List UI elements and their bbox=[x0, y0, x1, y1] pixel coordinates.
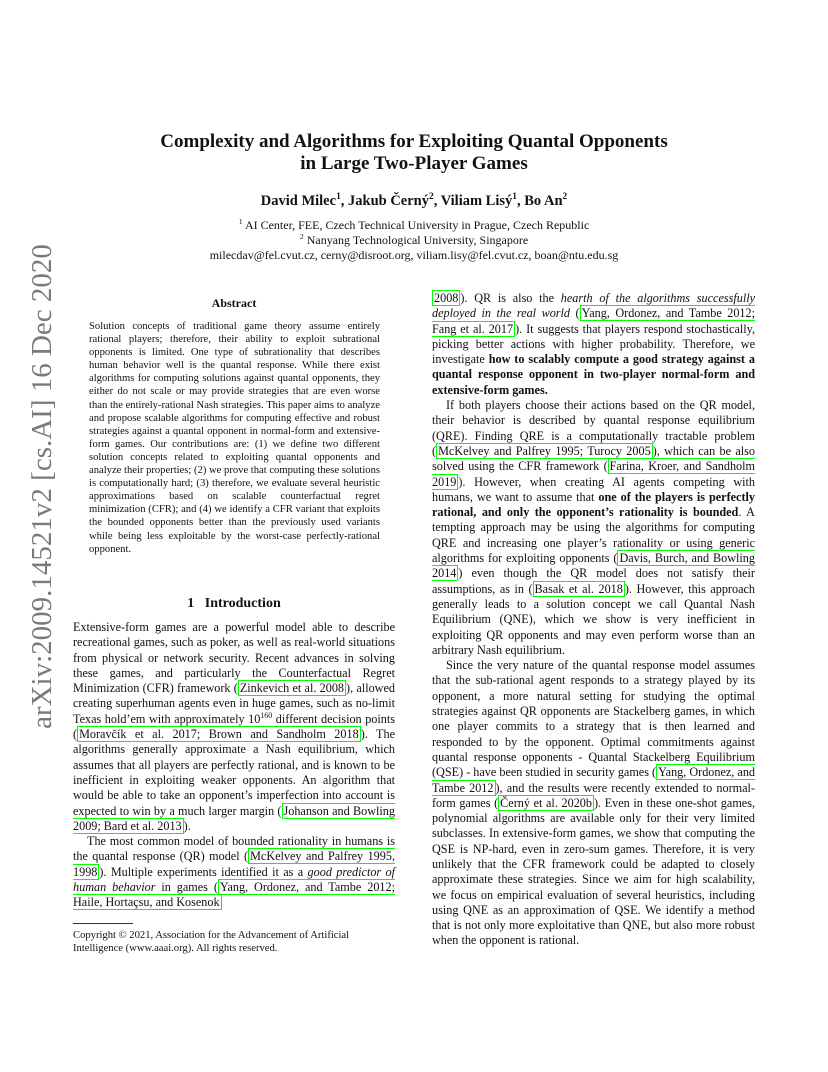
citation-link[interactable]: Yang, Ordonez, and Tambe 2012 bbox=[432, 765, 756, 795]
citation-link[interactable]: Davis, Burch, and Bowling 2014 bbox=[432, 551, 755, 581]
copyright-notice: Copyright © 2021, Association for the Advancement of Artificial Intelligence (www.aaai.org). All rights reserved. bbox=[73, 930, 350, 954]
author-list: David Milec$^1$, Jakub Černý$^2$, Viliam Lisý$^1$, Bo An$^2$ bbox=[260, 192, 568, 209]
intro-paragraph-1: Extensive-form games are a powerful model able to describe recreational games, such as poker, as well as real-world situations from physical or network security. Recent advances in solving these games, and particularly the Counterfactual Regret Minimization (CFR) framework ( Zinkevich et al. 2008 ), allowed creating superhuman agents even in huge games, such as no-limit Texas hold’em with approximately $10^{160}$ different decision points ( Moravčík et al. 2017; Brown and Sandholm 2018 ). The algorithms generally approximate a Nash equilibrium, which assumes that all players are perfectly rational, and is known to be inefficient in exploiting weaker opponents. An algorithm that would be able to take an opponent’s imperfection into account is expected to win by a much larger margin ( Johanson and Bowling 2009; Bard et al. 2013 ). bbox=[73, 620, 395, 833]
right-paragraph-3: Since the very nature of the quantal response model assumes that the sub-rational agent responds to a strategy played by its opponent, a more natural setting for studying the optimal strategies against QR opponents are Stackelberg games, in which one player commits to a strategy that is then learned and responded to by the opponent. Optimal commitments against quantal response opponents - Quantal Stackelberg Equilibrium (QSE) - have been studied in security games ( Yang, Ordonez, and Tambe 2012 ), and the results were recently extended to normal-form games ( Černý et al. 2020b ). Even in these one-shot games, polynomial algorithms are available only for their very limited subclasses. In extensive-form games, we show that computing the QSE is NP-hard, even in zero-sum games. Therefore, it is very unlikely that the CFR framework could be adapted to closely approximate these strategies. Since we aim for high scalability, we focus on empirical evaluation of several heuristics, including using QNE as an approximation of QSE. We identify a method that is not only more exploitative than QNE, but also more robust when the opponent is rational. bbox=[432, 658, 756, 948]
citation-link[interactable]: Farina, Kroer, and Sandholm 2019 bbox=[432, 459, 755, 489]
citation-link[interactable]: McKelvey and Palfrey 1995, 1998 bbox=[73, 849, 395, 879]
right-column bbox=[432, 291, 755, 949]
footnote-rule bbox=[73, 923, 133, 924]
abstract-text: Solution concepts of traditional game theory assume entirely rational players; therefore, their ability to exploit subrational opponents is limited. One type of subrationality that describes human behavior well is the quantal response. While there exist algorithms for computing solutions against quantal opponents, they either do not scale or may provide strategies that are even worse than the entirely-rational Nash strategies. This paper aims to analyze and propose scalable algorithms for computing effective and robust strategies against a quantal opponent in normal-form and extensive-form games. Our contributions are: (1) we define two different solution concepts related to exploiting quantal opponents and analyze their properties; (2) we prove that computing these solutions is computationally hard; (3) therefore, we evaluate several heuristic approximations based on scalable counterfactual regret minimization (CFR); and (4) we identify a CFR variant that exploits the bounded opponents better than the previously used variants while being less exploitable by the worst-case perfectly-rational opponent. bbox=[89, 321, 380, 555]
citation-link[interactable]: 2008 bbox=[434, 291, 459, 305]
citation-link[interactable]: Černý et al. 2020b bbox=[500, 795, 592, 810]
right-paragraph-2: If both players choose their actions based on the QR model, their behavior is described by quantal response equilibrium (QRE). Finding QRE is a computationally tractable problem ( McKelvey and Palfrey 1995; Turocy 2005 ), which can be also solved using the CFR framework ( Farina, Kroer, and Sandholm 2019 ). However, when creating AI agents competing with humans, we want to assume that one of the players is perfectly rational, and only the opponent’s rationality is bounded. A tempting approach may be using the algorithms for computing QRE and increasing one player’s rationality or using generic algorithms for exploiting opponents ( Davis, Burch, and Bowling 2014 ) even though the QR model does not satisfy their assumptions, as in ( Basak et al. 2018 ). However, this approach generally leads to a solution concept we call Quantal Nash Equilibrium (QNE), which we show is very inefficient in exploiting QR opponents and may even perform worse than an arbitrary Nash equilibrium. bbox=[432, 398, 755, 657]
intro-column bbox=[73, 620, 395, 911]
citation-link[interactable]: Johanson and Bowling 2009; Bard et al. 2013 bbox=[73, 803, 395, 833]
affiliations: $^1$ AI Center, FEE, Czech Technical University in Prague, Czech Republic $^2$ Nanyang Technological University, Singapore milecdav@fel.cvut.cz, cerny@disroot.org, viliam.lisy@fel.cvut.cz, boan@ntu.edu.sg bbox=[100, 218, 728, 263]
right-paragraph-1: 2008 ). QR is also the hearth of the algorithms successfully deployed in the real world ( Yang, Ordonez, and Tambe 2012; Fang et al. 2017 ). It suggests that players respond stochastically, picking better actions with higher probability. Therefore, we investigate how to scalably compute a good strategy against a quantal response opponent in two-player normal-form and extensive-form games. bbox=[432, 291, 756, 397]
intro-paragraph-2: The most common model of bounded rationality in humans is the quantal response (QR) model ( McKelvey and Palfrey 1995, 1998 ). Multiple experiments identified it as a good predictor of human behavior in games ( Yang, Ordonez, and Tambe 2012; Haile, Hortaçsu, and Kosenok bbox=[73, 834, 395, 910]
arxiv-stamp: arXiv:2009.14521v2 [cs.AI] 16 Dec 2020 bbox=[25, 243, 58, 729]
section-heading: 1 Introduction bbox=[187, 596, 281, 611]
paper-title: Complexity and Algorithms for Exploiting Quantal Opponents in Large Two-Player Games bbox=[160, 131, 668, 174]
citation-link[interactable]: Basak et al. 2018 bbox=[534, 581, 623, 596]
citation-link[interactable]: Yang, Ordonez, and Tambe 2012; Haile, Hortaçsu, and Kosenok bbox=[73, 880, 395, 910]
citation-link[interactable]: Zinkevich et al. 2008 bbox=[239, 681, 345, 696]
abstract-heading: Abstract bbox=[211, 296, 257, 310]
citation-link[interactable]: Moravčík et al. 2017; Brown and Sandholm 2018 bbox=[79, 727, 359, 742]
emails: milecdav@fel.cvut.cz, cerny@disroot.org, viliam.lisy@fel.cvut.cz, boan@ntu.edu.sg bbox=[209, 248, 619, 262]
citation-link[interactable]: Yang, Ordonez, and Tambe 2012; Fang et al. 2017 bbox=[432, 306, 756, 336]
citation-link[interactable]: McKelvey and Palfrey 1995; Turocy 2005 bbox=[438, 443, 651, 458]
